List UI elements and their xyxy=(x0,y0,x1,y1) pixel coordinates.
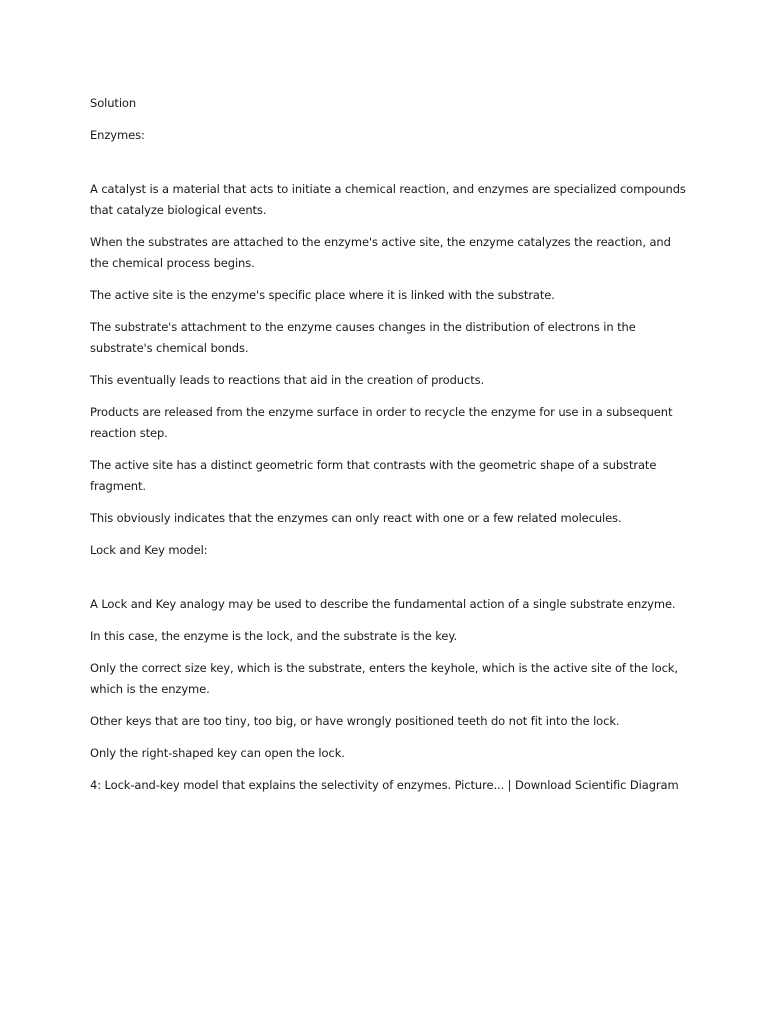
solution-heading: Solution xyxy=(90,96,137,110)
paragraph: A Lock and Key analogy may be used to describe the fundamental action of a single substrate enzyme. xyxy=(90,597,676,611)
enzymes-heading: Enzymes: xyxy=(90,128,145,142)
figure-caption: 4: Lock-and-key model that explains the selectivity of enzymes. Picture... | Download Scientific Diagram xyxy=(90,778,679,792)
paragraph: A catalyst is a material that acts to initiate a chemical reaction, and enzymes are specialized compounds that catalyze biological events. xyxy=(90,182,686,217)
paragraph: Only the right-shaped key can open the lock. xyxy=(90,746,345,760)
paragraph: The substrate's attachment to the enzyme causes changes in the distribution of electrons in the substrate's chemical bonds. xyxy=(90,320,636,355)
lock-key-heading: Lock and Key model: xyxy=(90,543,208,557)
paragraph: Other keys that are too tiny, too big, or have wrongly positioned teeth do not fit into the lock. xyxy=(90,714,620,728)
paragraph: In this case, the enzyme is the lock, and the substrate is the key. xyxy=(90,629,458,643)
paragraph: This eventually leads to reactions that aid in the creation of products. xyxy=(90,373,485,387)
document-body xyxy=(90,93,690,807)
paragraph: Products are released from the enzyme surface in order to recycle the enzyme for use in a subsequent reaction step. xyxy=(90,405,673,440)
paragraph: Only the correct size key, which is the substrate, enters the keyhole, which is the active site of the lock, which is the enzyme. xyxy=(90,661,678,696)
paragraph: This obviously indicates that the enzymes can only react with one or a few related molecules. xyxy=(90,511,622,525)
paragraph: The active site is the enzyme's specific place where it is linked with the substrate. xyxy=(90,288,555,302)
paragraph: The active site has a distinct geometric form that contrasts with the geometric shape of a substrate fragment. xyxy=(90,458,657,493)
paragraph: When the substrates are attached to the enzyme's active site, the enzyme catalyzes the reaction, and the chemical process begins. xyxy=(90,235,671,270)
